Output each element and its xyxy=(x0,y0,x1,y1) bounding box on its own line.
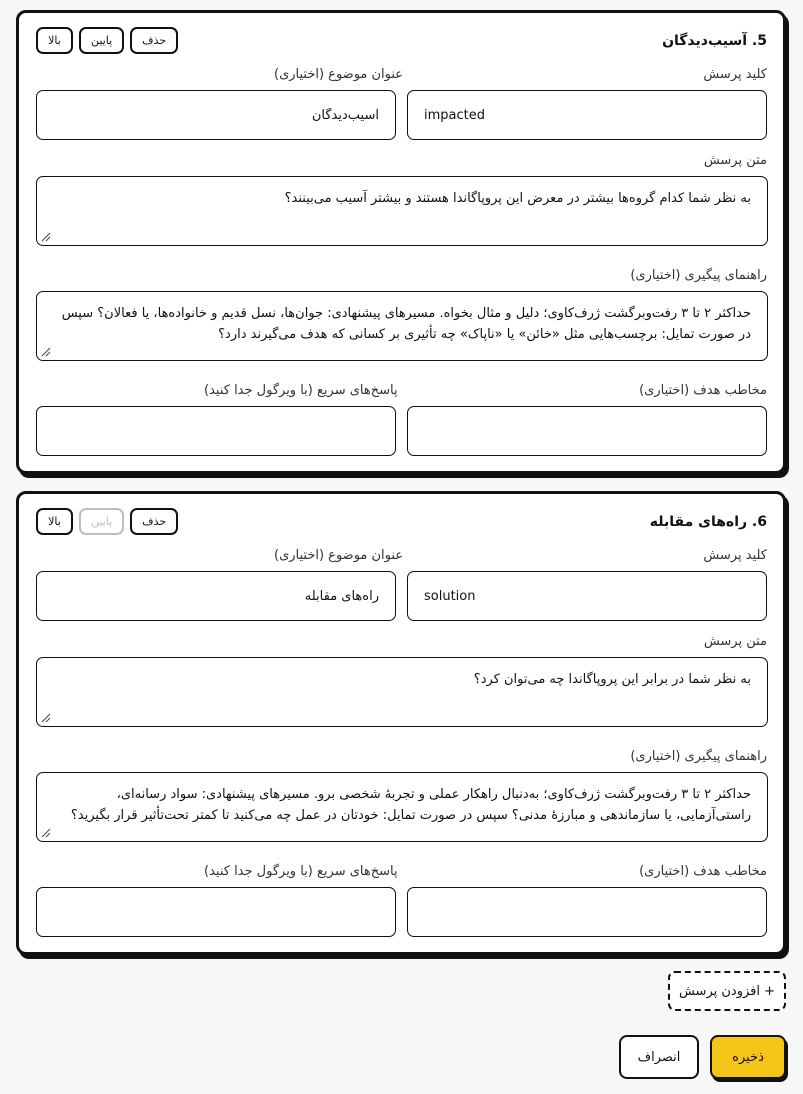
delete-button[interactable]: حذف xyxy=(130,508,178,535)
key-input[interactable] xyxy=(407,571,767,621)
quick-replies-input[interactable] xyxy=(36,406,396,456)
audience-input[interactable] xyxy=(407,887,767,937)
question-title: 5. آسیب‌دیدگان xyxy=(662,33,767,49)
quick-replies-input[interactable] xyxy=(36,887,396,937)
question-title: 6. راه‌های مقابله xyxy=(649,514,767,530)
question-actions xyxy=(36,27,178,54)
question-text-area[interactable] xyxy=(36,657,768,727)
text-label: متن پرسش xyxy=(703,153,767,168)
move-down-button[interactable]: پایین xyxy=(79,508,124,535)
add-question-button[interactable]: + افزودن پرسش xyxy=(668,971,786,1011)
key-label: کلید پرسش xyxy=(703,67,767,82)
text-label: متن پرسش xyxy=(703,634,767,649)
quick-replies-label: پاسخ‌های سریع (با ویرگول جدا کنید) xyxy=(204,864,398,879)
move-down-button[interactable]: پایین xyxy=(79,27,124,54)
cancel-button[interactable]: انصراف xyxy=(619,1035,699,1079)
audience-input[interactable] xyxy=(407,406,767,456)
save-button[interactable]: ذخیره xyxy=(710,1035,786,1079)
delete-button[interactable]: حذف xyxy=(130,27,178,54)
followup-guide-area[interactable] xyxy=(36,772,768,842)
topic-input[interactable] xyxy=(36,90,396,140)
topic-input[interactable] xyxy=(36,571,396,621)
audience-label: مخاطب هدف (اختیاری) xyxy=(639,383,767,398)
question-card xyxy=(16,10,786,474)
question-text-area[interactable] xyxy=(36,176,768,246)
followup-guide-area[interactable] xyxy=(36,291,768,361)
guide-label: راهنمای پیگیری (اختیاری) xyxy=(630,268,767,283)
move-up-button[interactable]: بالا xyxy=(36,508,73,535)
question-card xyxy=(16,491,786,955)
topic-label: عنوان موضوع (اختیاری) xyxy=(274,67,404,82)
guide-label: راهنمای پیگیری (اختیاری) xyxy=(630,749,767,764)
key-input[interactable] xyxy=(407,90,767,140)
move-up-button[interactable]: بالا xyxy=(36,27,73,54)
key-label: کلید پرسش xyxy=(703,548,767,563)
quick-replies-label: پاسخ‌های سریع (با ویرگول جدا کنید) xyxy=(204,383,398,398)
question-actions xyxy=(36,508,178,535)
topic-label: عنوان موضوع (اختیاری) xyxy=(274,548,404,563)
audience-label: مخاطب هدف (اختیاری) xyxy=(639,864,767,879)
